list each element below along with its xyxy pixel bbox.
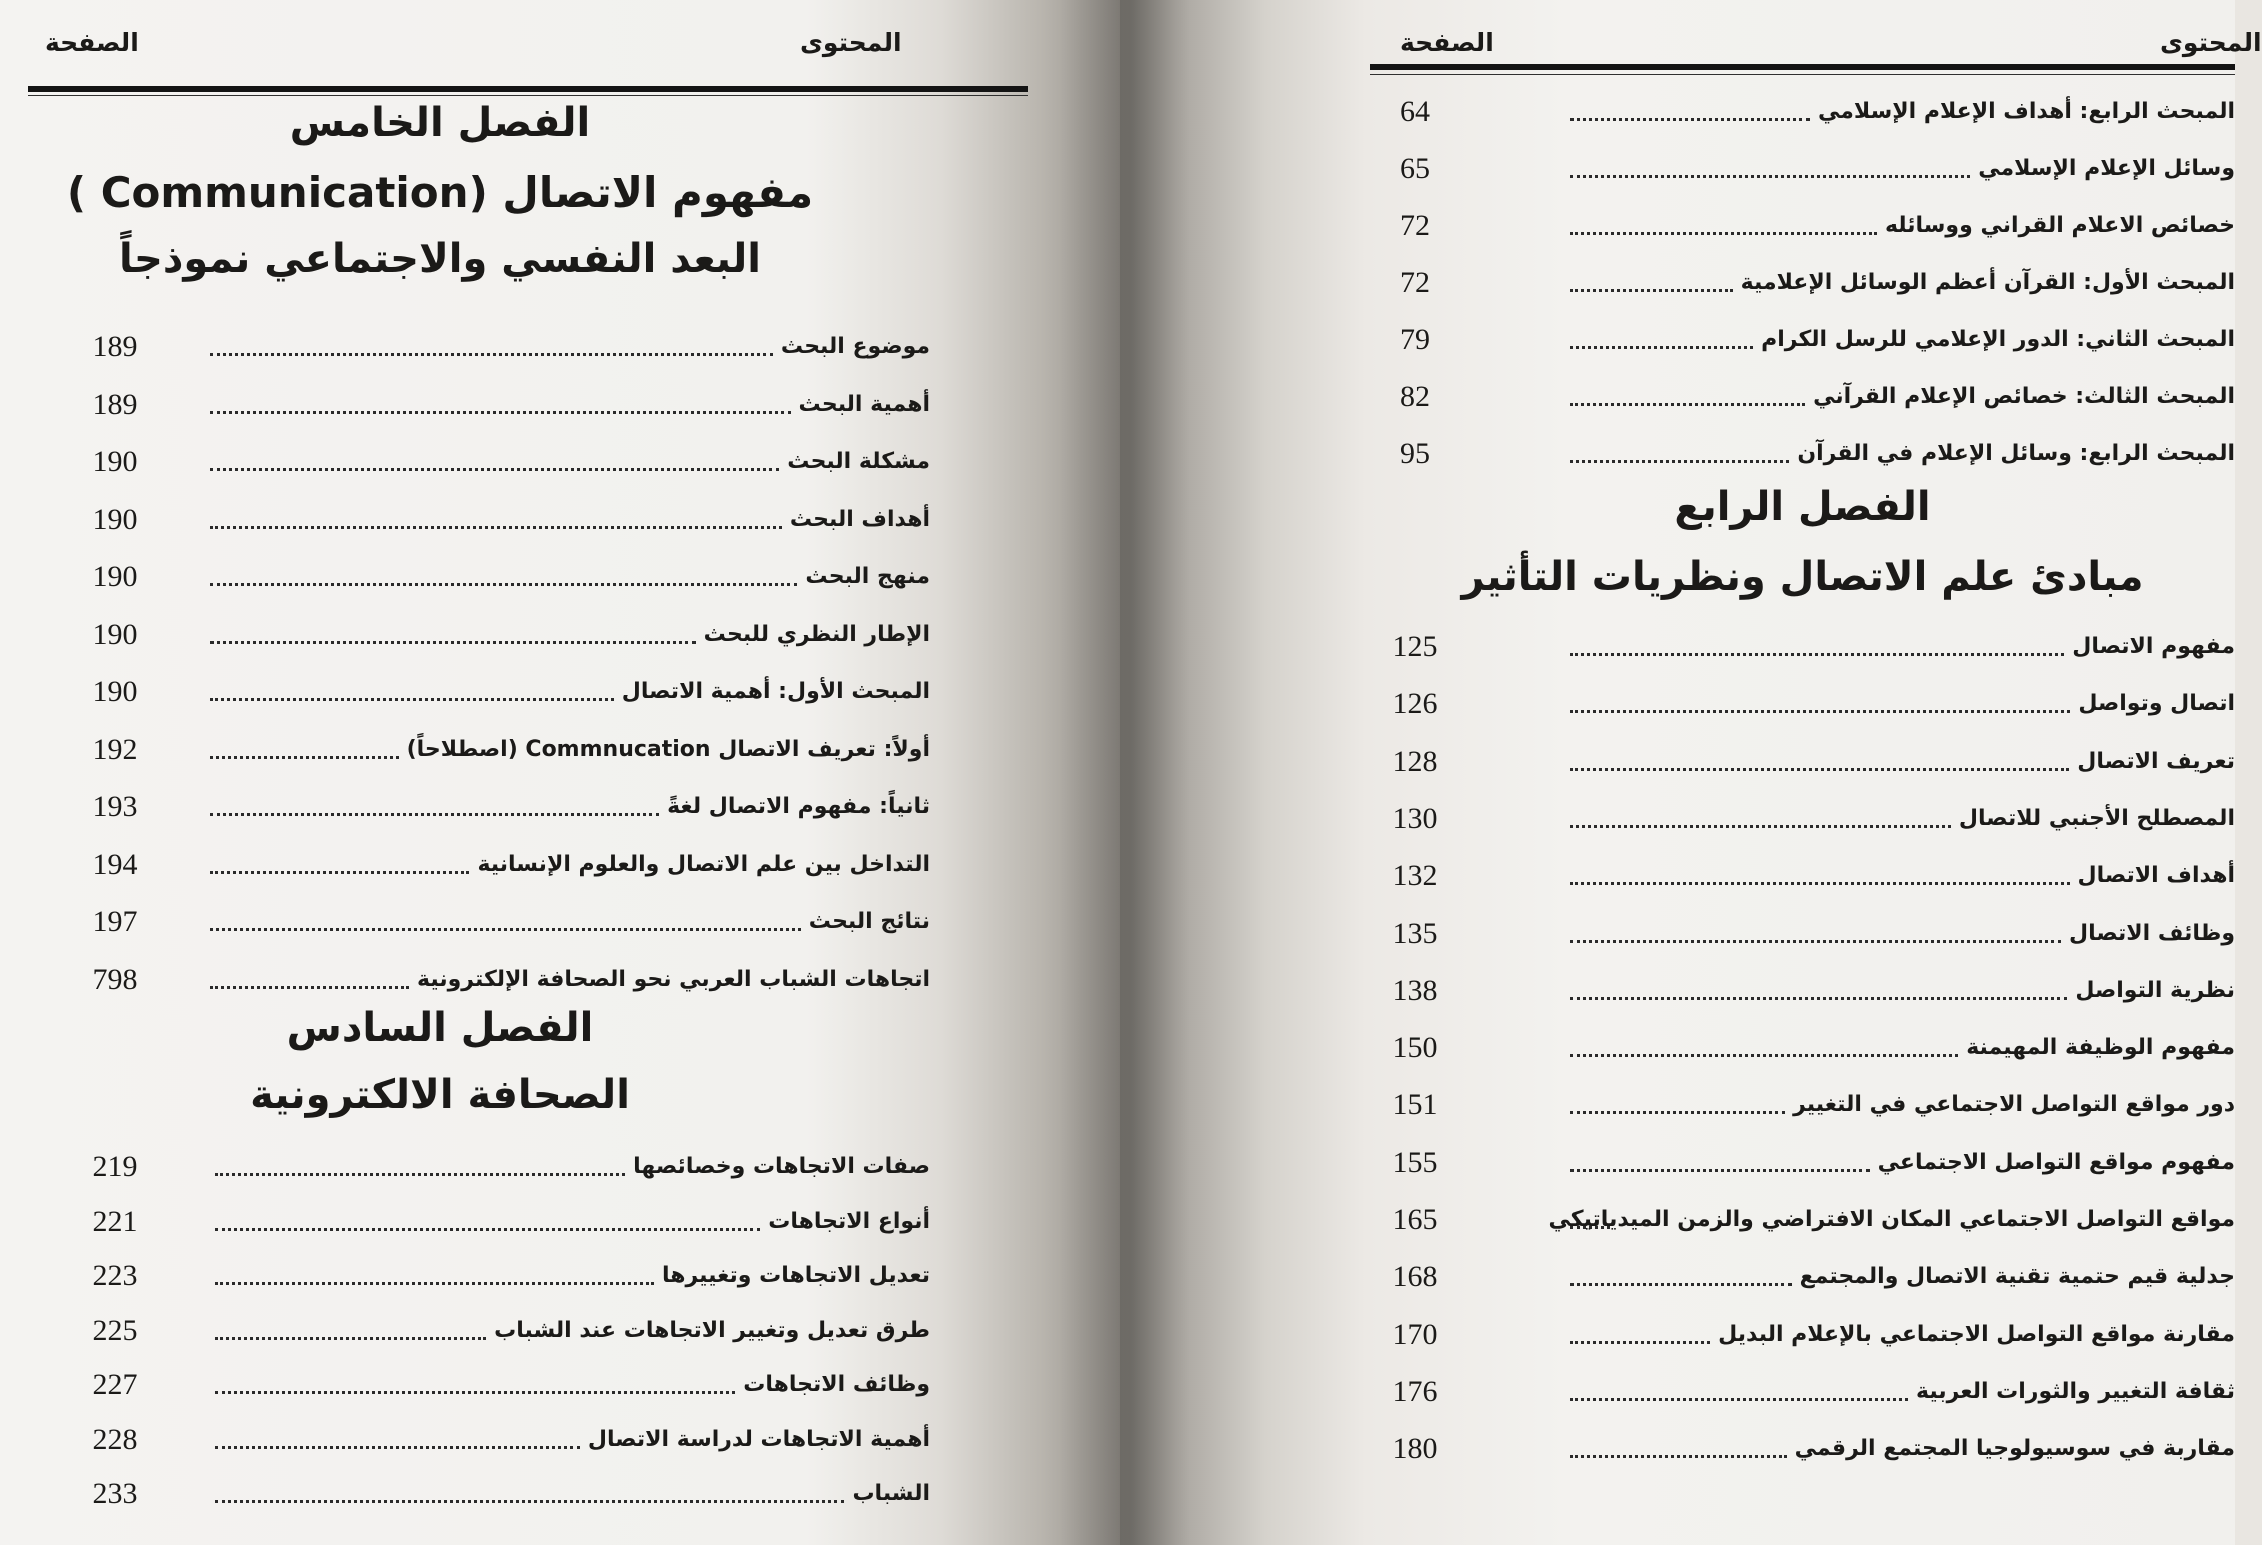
toc-page-number: 190 — [92, 617, 138, 651]
right-page — [1120, 0, 2262, 1545]
toc-page-number: 228 — [92, 1422, 138, 1456]
toc-entry — [70, 615, 930, 655]
dot-leader — [1570, 1341, 1710, 1344]
toc-entry — [1370, 1085, 2235, 1125]
toc-page-number: 223 — [92, 1259, 138, 1292]
toc-entry-label: وسائل الإعلام الإسلامي — [1978, 156, 2235, 181]
dot-leader — [215, 1282, 654, 1285]
toc-page-number: 180 — [1392, 1432, 1438, 1466]
dot-leader — [1570, 1455, 1787, 1458]
dot-leader — [210, 641, 696, 644]
toc-entry — [70, 1202, 930, 1242]
toc-entry — [1370, 377, 2235, 417]
chapter-6-subtitle: الصحافة الالكترونية — [250, 1072, 630, 1118]
toc-entry-label: أنواع الاتجاهات — [768, 1208, 930, 1234]
header-rule-thin — [28, 95, 1028, 96]
toc-entry — [70, 1256, 930, 1296]
toc-entry — [70, 787, 930, 827]
toc-entry-label: المبحث الأول: أهمية الاتصال — [621, 679, 930, 704]
chapter-5-title: الفصل الخامس — [289, 100, 591, 146]
dot-leader — [215, 1500, 844, 1503]
toc-entry — [70, 1365, 930, 1405]
chapter-6-title: الفصل السادس — [286, 1005, 594, 1051]
toc-page-number: 125 — [1392, 630, 1438, 663]
dot-leader — [210, 526, 782, 529]
dot-leader — [215, 1173, 625, 1176]
toc-page-number: 221 — [92, 1204, 138, 1238]
header-rule — [1370, 64, 2235, 70]
toc-entry — [70, 442, 930, 482]
toc-page-number: 190 — [92, 675, 138, 708]
toc-entry — [70, 1474, 930, 1514]
dot-leader — [215, 1391, 735, 1394]
toc-page-number: 190 — [92, 502, 138, 536]
toc-entry — [1370, 1429, 2235, 1469]
toc-entry-label: المبحث الثاني: الدور الإعلامي للرسل الكرام — [1761, 327, 2235, 352]
dot-leader — [1570, 460, 1789, 463]
content-column-header: المحتوى — [800, 28, 902, 57]
toc-entry — [70, 960, 930, 1000]
toc-entry — [1370, 1257, 2235, 1297]
toc-entry-label: مفهوم الاتصال — [2072, 634, 2235, 659]
dot-leader — [1570, 1283, 1792, 1286]
dot-leader — [210, 468, 779, 471]
toc-page-number: 151 — [1392, 1088, 1438, 1122]
page-column-header: الصفحة — [1400, 28, 1494, 57]
toc-entry-label: أهمية البحث — [798, 391, 930, 417]
chapter-4-title: الفصل الرابع — [1674, 484, 1931, 530]
toc-entry — [70, 1420, 930, 1460]
dot-leader — [1570, 1054, 1958, 1057]
content-column-header: المحتوى — [2160, 28, 2262, 57]
dot-leader — [1570, 232, 1877, 235]
dot-leader — [210, 411, 791, 414]
toc-entry-label: مواقع التواصل الاجتماعي المكان الافتراضي والزمن الميدياتيكي — [1548, 1207, 2235, 1232]
toc-page-number: 170 — [1392, 1317, 1438, 1351]
toc-entry-label: منهج البحث — [805, 564, 930, 589]
chapter-5-subtitle-2: البعد النفسي والاجتماعي نموذجاً — [119, 236, 761, 282]
toc-entry — [70, 902, 930, 942]
toc-page-number: 190 — [92, 445, 138, 478]
toc-page-number: 197 — [92, 905, 138, 938]
dot-leader — [1570, 710, 2070, 713]
dot-leader — [215, 1228, 760, 1231]
dot-leader — [1570, 825, 1951, 828]
toc-entry — [1370, 1372, 2235, 1412]
toc-page-number: 168 — [1392, 1260, 1438, 1294]
toc-page-number: 798 — [92, 962, 138, 996]
toc-page-number: 190 — [92, 560, 138, 593]
toc-entry — [1370, 627, 2235, 667]
toc-entry-label: خصائص الاعلام القراني ووسائله — [1884, 213, 2235, 238]
toc-entry-label: أهداف البحث — [789, 506, 930, 532]
toc-page-number: 95 — [1400, 437, 1430, 470]
toc-entry-label: المصطلح الأجنبي للاتصال — [1958, 805, 2235, 831]
toc-page-number: 72 — [1400, 209, 1430, 242]
toc-page-number: 135 — [1392, 916, 1438, 950]
toc-entry — [1370, 799, 2235, 839]
toc-page-number: 155 — [1392, 1145, 1438, 1179]
chapter-4-subtitle: مبادئ علم الاتصال ونظريات التأثير — [1461, 554, 2144, 600]
toc-entry-label: نتائج البحث — [808, 909, 930, 934]
toc-entry — [70, 385, 930, 425]
dot-leader — [1570, 882, 2070, 885]
toc-entry-label: وظائف الاتجاهات — [743, 1372, 930, 1397]
dot-leader — [1570, 118, 1810, 121]
dot-leader — [1570, 997, 2067, 1000]
toc-page-number: 150 — [1392, 1031, 1438, 1065]
toc-entry — [70, 327, 930, 367]
toc-entry-label: أهمية الاتجاهات لدراسة الاتصال — [587, 1426, 930, 1452]
toc-page-number: 225 — [92, 1313, 138, 1347]
toc-page-number: 132 — [1392, 859, 1438, 893]
toc-entry-label: مشكلة البحث — [787, 449, 930, 474]
dot-leader — [210, 583, 797, 586]
toc-entry — [70, 672, 930, 712]
toc-page-number: 165 — [1392, 1203, 1438, 1236]
toc-page-number: 65 — [1400, 152, 1430, 185]
toc-entry — [1370, 149, 2235, 189]
header-rule-thin — [1370, 74, 2235, 75]
toc-entry — [1370, 1028, 2235, 1068]
toc-entry — [1370, 914, 2235, 954]
toc-page-number: 130 — [1392, 801, 1438, 835]
toc-entry-label: اتصال وتواصل — [2078, 691, 2235, 717]
dot-leader — [215, 1337, 486, 1340]
dot-leader — [210, 986, 409, 989]
toc-entry — [70, 557, 930, 597]
toc-entry-label: صفات الاتجاهات وخصائصها — [633, 1154, 930, 1179]
toc-entry — [1370, 320, 2235, 360]
toc-entry — [1370, 684, 2235, 724]
toc-page-number: 82 — [1400, 380, 1430, 413]
page-column-header: الصفحة — [45, 28, 139, 57]
toc-page-number: 138 — [1392, 973, 1438, 1007]
toc-entry-label: الإطار النظري للبحث — [703, 621, 930, 647]
toc-entry — [70, 500, 930, 540]
toc-entry — [1370, 742, 2235, 782]
toc-entry-label: ثانياً: مفهوم الاتصال لغةً — [667, 794, 930, 819]
dot-leader — [215, 1446, 580, 1449]
toc-entry-label: دور مواقع التواصل الاجتماعي في التغيير — [1793, 1092, 2235, 1118]
toc-entry-label: أولاً: تعريف الاتصال Commnucation (اصطلاحاً) — [406, 736, 930, 762]
toc-page-number: 233 — [92, 1477, 138, 1510]
toc-page-number: 189 — [92, 330, 138, 363]
dot-leader — [1570, 1398, 1908, 1401]
toc-entry — [1370, 263, 2235, 303]
toc-entry-label: مفهوم مواقع التواصل الاجتماعي — [1877, 1149, 2235, 1175]
dot-leader — [1570, 1169, 1870, 1172]
toc-page-number: 219 — [92, 1150, 138, 1183]
toc-entry-label: المبحث الثالث: خصائص الإعلام القرآني — [1813, 384, 2235, 409]
toc-entry — [1370, 92, 2235, 132]
toc-entry — [1370, 434, 2235, 474]
dot-leader — [1570, 653, 2064, 656]
dot-leader — [1570, 289, 1733, 292]
chapter-5-subtitle: مفهوم الاتصال (Communication ) — [66, 168, 814, 217]
toc-page-number: 126 — [1392, 687, 1438, 721]
toc-page-number: 194 — [92, 847, 138, 881]
dot-leader — [1570, 403, 1805, 406]
toc-entry-label: الشباب — [852, 1481, 930, 1506]
toc-entry — [1370, 971, 2235, 1011]
toc-entry — [1370, 1200, 2235, 1240]
dot-leader — [210, 698, 614, 701]
toc-page-number: 193 — [92, 790, 138, 823]
toc-entry — [70, 845, 930, 885]
toc-page-number: 227 — [92, 1368, 138, 1401]
left-page — [0, 0, 1120, 1545]
toc-entry — [1370, 1315, 2235, 1355]
toc-page-number: 64 — [1400, 95, 1430, 128]
dot-leader — [210, 871, 469, 874]
toc-entry — [70, 1311, 930, 1351]
toc-entry — [70, 730, 930, 770]
toc-entry-label: المبحث الرابع: أهداف الإعلام الإسلامي — [1818, 99, 2235, 124]
toc-entry-label: مقارنة مواقع التواصل الاجتماعي بالإعلام البديل — [1718, 1321, 2235, 1347]
header-rule — [28, 86, 1028, 92]
toc-page-number: 79 — [1400, 323, 1430, 356]
toc-entry-label: أهداف الاتصال — [2077, 863, 2235, 889]
toc-page-number: 72 — [1400, 266, 1430, 299]
toc-entry-label: نظرية التواصل — [2075, 977, 2235, 1003]
toc-entry-label: التداخل بين علم الاتصال والعلوم الإنسانية — [477, 851, 930, 877]
dot-leader — [1570, 768, 2069, 771]
toc-entry-label: تعريف الاتصال — [2077, 748, 2235, 774]
toc-entry-label: مقاربة في سوسيولوجيا المجتمع الرقمي — [1794, 1436, 2235, 1462]
toc-entry-label: وظائف الاتصال — [2069, 920, 2235, 946]
toc-entry-label: موضوع البحث — [780, 334, 930, 359]
toc-page-number: 192 — [92, 732, 138, 766]
toc-entry-label: المبحث الأول: القرآن أعظم الوسائل الإعلامية — [1740, 270, 2235, 295]
toc-entry-label: اتجاهات الشباب العربي نحو الصحافة الإلكترونية — [417, 966, 930, 992]
dot-leader — [210, 928, 801, 931]
toc-entry-label: طرق تعديل وتغيير الاتجاهات عند الشباب — [494, 1317, 930, 1343]
dot-leader — [210, 813, 659, 816]
toc-entry-label: مفهوم الوظيفة المهيمنة — [1966, 1035, 2235, 1061]
toc-page-number: 128 — [1392, 744, 1438, 778]
dot-leader — [1570, 346, 1753, 349]
dot-leader — [210, 756, 399, 759]
toc-entry-label: تعديل الاتجاهات وتغييرها — [661, 1263, 930, 1288]
toc-entry-label: جدلية قيم حتمية تقنية الاتصال والمجتمع — [1799, 1264, 2235, 1290]
dot-leader — [1570, 940, 2061, 943]
toc-entry — [1370, 1143, 2235, 1183]
toc-entry-label: ثقافة التغيير والثورات العربية — [1916, 1378, 2235, 1404]
toc-page-number: 189 — [92, 387, 138, 421]
dot-leader — [1570, 175, 1970, 178]
toc-entry-label: المبحث الرابع: وسائل الإعلام في القرآن — [1797, 441, 2235, 466]
toc-entry — [1370, 856, 2235, 896]
dot-leader — [210, 353, 773, 356]
toc-entry — [70, 1147, 930, 1187]
dot-leader — [1570, 1111, 1785, 1114]
toc-page-number: 176 — [1392, 1374, 1438, 1408]
toc-entry — [1370, 206, 2235, 246]
